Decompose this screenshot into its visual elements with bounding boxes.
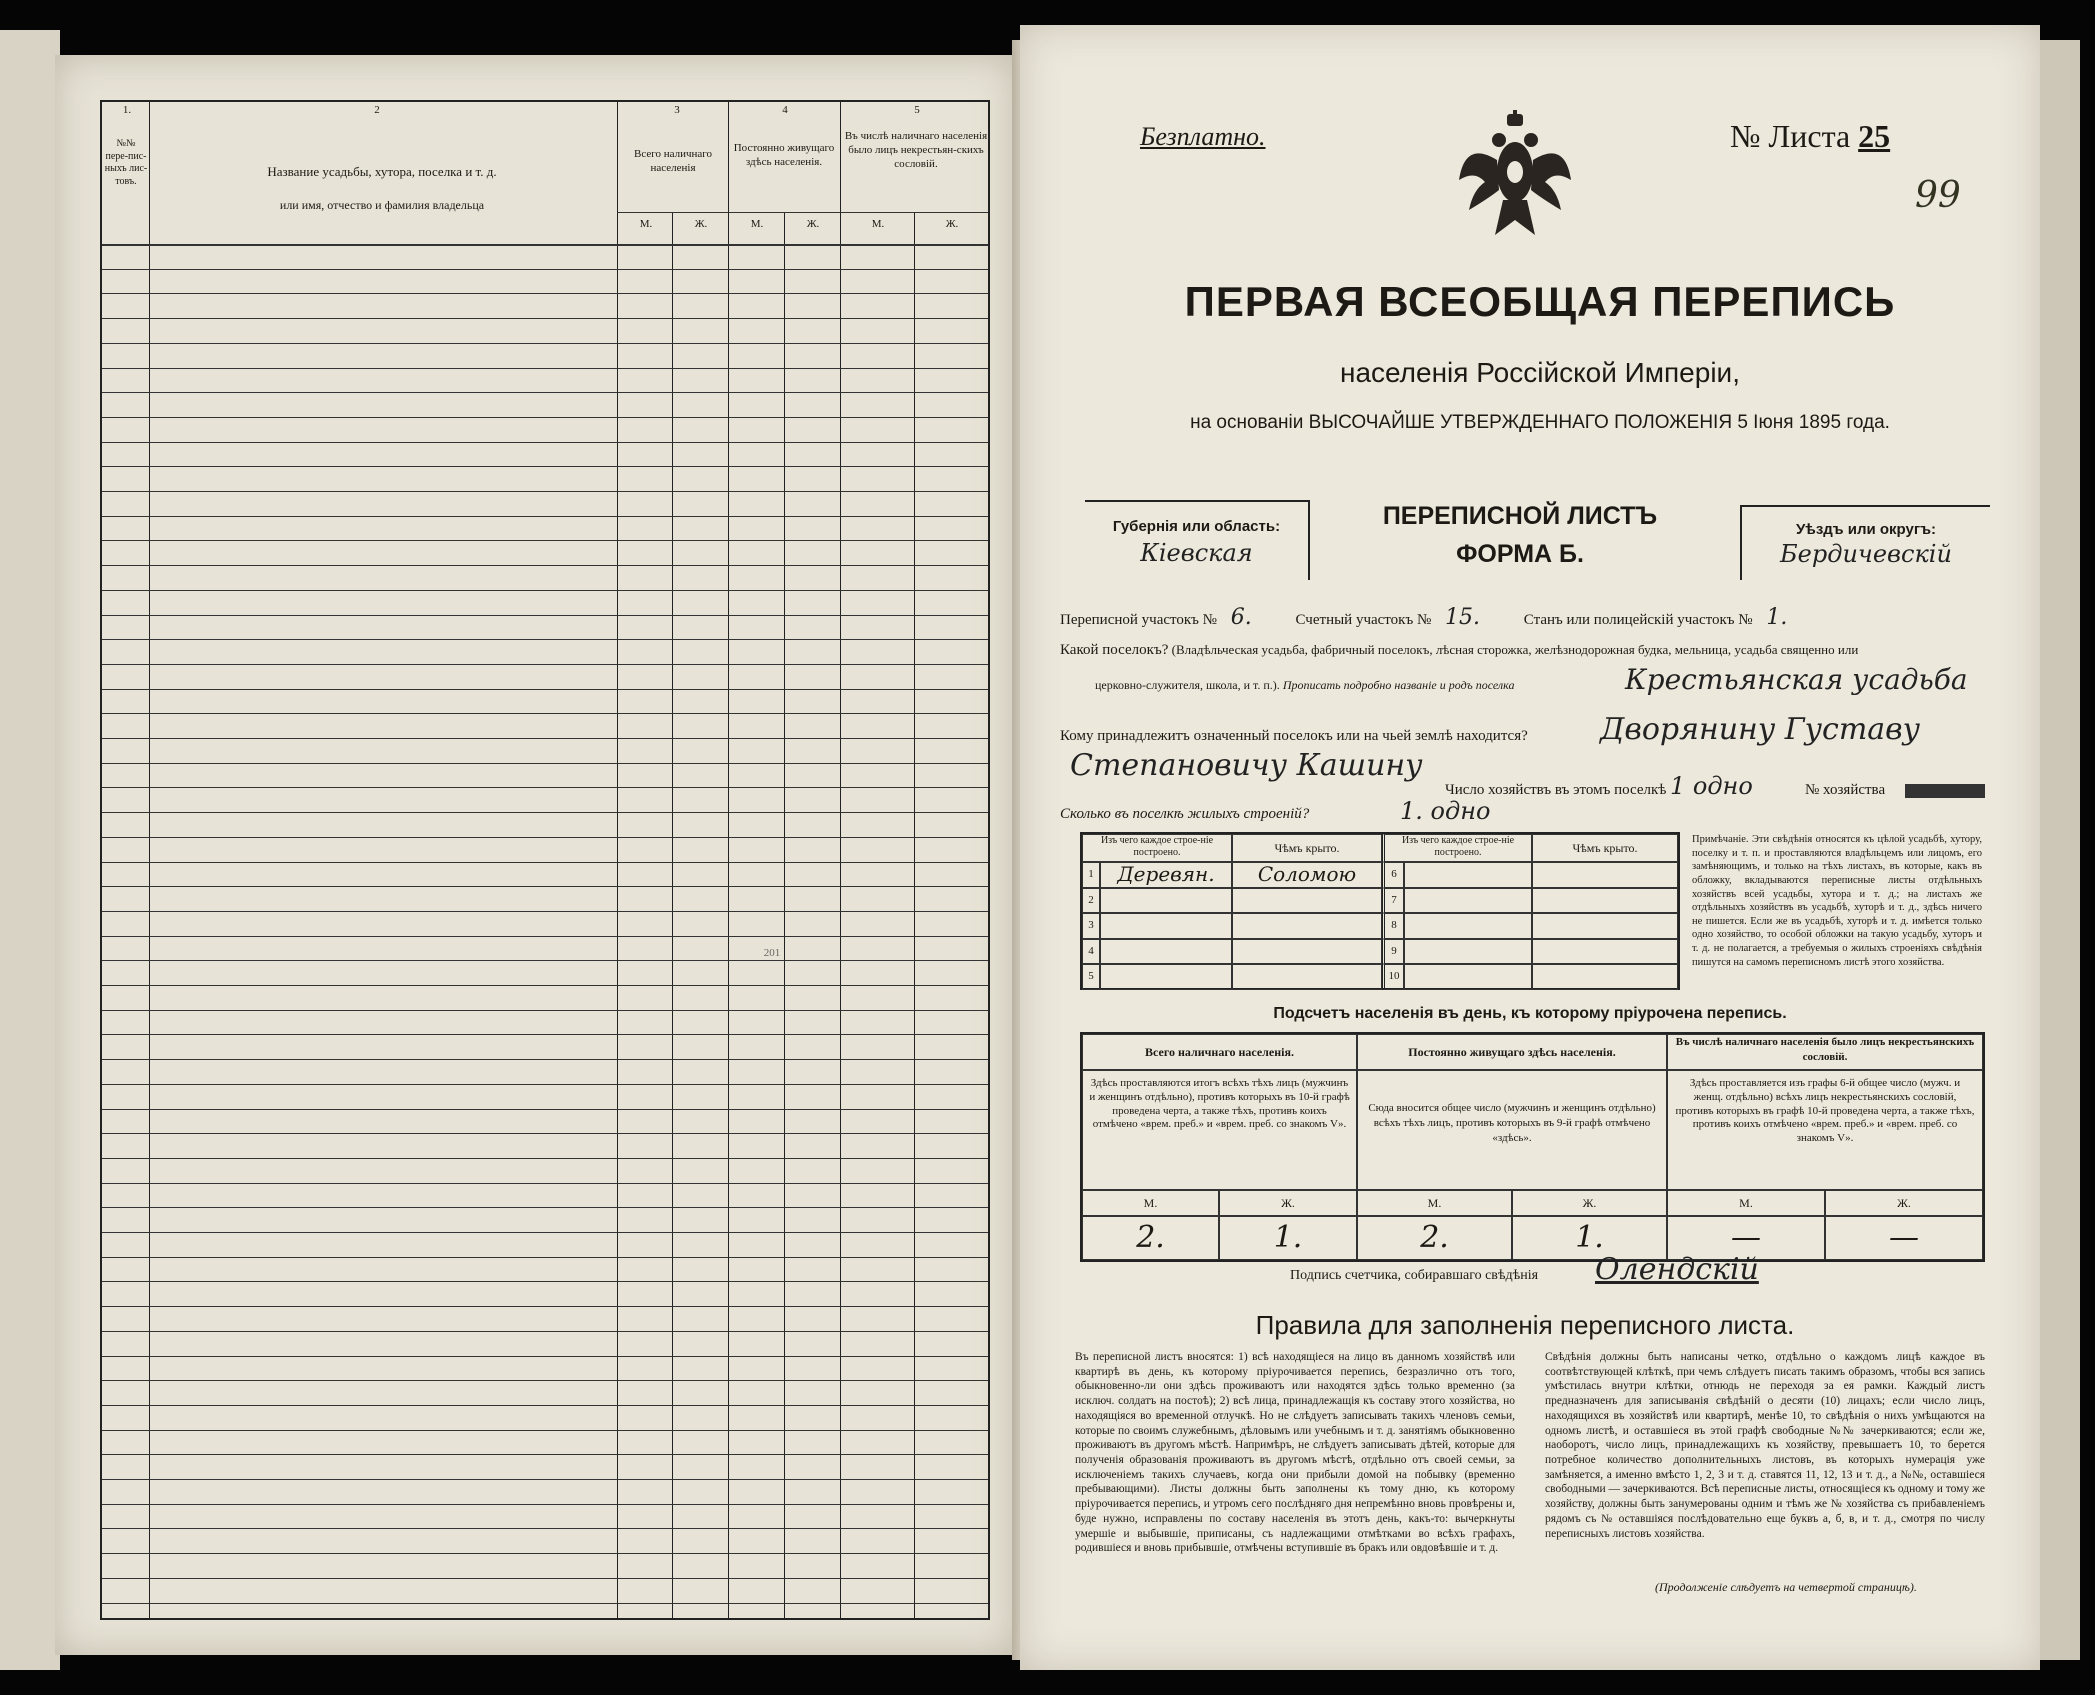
stan-value: 1. <box>1766 605 1788 630</box>
table-row <box>102 1603 988 1604</box>
sex-label-f: Ж. <box>694 218 708 230</box>
table-row <box>102 269 988 270</box>
bld-col-roof-header: Чѣмъ крыто. <box>1532 834 1678 862</box>
bld-material-value <box>1404 862 1532 888</box>
bld-row-number: 8 <box>1382 913 1404 939</box>
sex-label-m: М. <box>750 218 764 230</box>
free-label: Безплатно. <box>1140 122 1266 151</box>
imperial-eagle-icon <box>1455 110 1575 240</box>
bld-col-material-header: Изъ чего каждое строе-ніе построено. <box>1382 834 1532 862</box>
owner-value-1: Дворянину Густаву <box>1600 712 1921 747</box>
bld-roof-value <box>1532 862 1678 888</box>
bld-row-number: 5 <box>1082 964 1100 990</box>
bld-roof-value <box>1232 913 1382 939</box>
table-row <box>102 862 988 863</box>
count-value: 1. <box>1512 1216 1667 1260</box>
owner-label: Кому принадлежитъ означенный поселокъ или на чьей землѣ находится? <box>1060 728 1528 744</box>
header-divider <box>617 212 988 213</box>
census-district-value: 6. <box>1230 605 1252 630</box>
bld-roof-value <box>1232 939 1382 965</box>
signature-label: Подпись счетчика, собиравшаго свѣдѣнія <box>1290 1268 1539 1283</box>
buildings-label: Сколько въ поселкѣ жилыхъ строеній? <box>1060 806 1310 822</box>
bld-roof-value <box>1532 888 1678 914</box>
table-row <box>102 1578 988 1579</box>
bld-material-value <box>1100 939 1232 965</box>
buildings-note: Примѣчаніе. Эти свѣдѣнія относятся къ цѣлой усадьбѣ, хутору, поселку и т. п. и проставляются владѣльцемъ или лицомъ, его замѣняющимъ, и только на тѣхъ листахъ, въ которые, какъ въ обложку, вкладываются переписные листы отдѣльныхъ хозяйствъ всей усадьбы, хутора и т. д.; на листахъ же отдѣльныхъ хозяйствъ въ усадьбѣ, хуторѣ и т. д., здѣсь ничего не пишется. Если же въ усадьбѣ, хуторѣ и т. д. имѣется только одно хозяйство, то особой обложки на такую усадьбу, хуторъ и т. д. не полагается, а требуемыя о жилыхъ строеніяхъ свѣдѣнія пишутся на самомъ переписномъ листѣ этого хозяйства. <box>1692 834 1982 968</box>
table-row <box>102 1232 988 1233</box>
count-desc-nonpeasant: Здѣсь проставляется изъ графы 6-й общее число (мужч. и женщ. отдѣльно) всѣхъ лицъ некрестьянскихъ сословій, противъ которыхъ въ графѣ 10-й проведена черта, а также тѣхъ, противъ коихъ отмѣчено «врем. преб.» и «врем. преб. со знакомъ V». <box>1667 1070 1983 1190</box>
table-row <box>102 886 988 887</box>
rules-right-column: Свѣдѣнія должны быть написаны четко, отдѣльно о каждомъ лицѣ каждое въ соотвѣтствующей клѣткѣ, при чемъ слѣдуетъ писать такимъ образомъ, чтобы вся запись умѣстилась внутри клѣтки, отнюдь не переходя за ея рамки. Каждый листъ предназначенъ для записыванія свѣдѣній о десяти (10) лицахъ; если число лицъ, находящихся въ хозяйствѣ или квартирѣ, менѣе 10, то свѣдѣнія о нихъ умѣщаются на одномъ листѣ, и оставшіеся въ этой графѣ свободные №№ зачеркиваются; если же, наоборотъ, число лицъ, принадлежащихъ къ хозяйству, превышаетъ 10, то берется потребное количество дополнительныхъ листовъ, въ которыхъ нумерація уже замѣняется, а именно вмѣсто 1, 2, 3 и т. д. ставятся 11, 12, 13 и т. д., а №№, оставшіеся свободными — зачеркиваются. Всѣ переписные листы, относящіеся къ одному и тому же хозяйству, должны быть занумерованы одним и тѣмъ же № хозяйства съ прибавленіемъ рядомъ съ № оставшіяся послѣдовательно еще буквъ а, б, в, и т. д., смотря по числу переписныхъ листовъ хозяйства. <box>1545 1351 1985 1540</box>
table-row <box>102 763 988 764</box>
col-total-header: Всего наличнаго населенія <box>633 148 712 174</box>
col-name-header: Название усадьбы, хутора, поселка и т. д. <box>267 164 497 179</box>
page-subtitle: населенія Россійской Имперіи, <box>1340 357 1740 388</box>
table-row <box>102 1257 988 1258</box>
count-title: Подсчетъ населенія въ день, къ которому пріурочена перепись. <box>1273 1005 1787 1022</box>
table-row <box>102 713 988 714</box>
table-row <box>102 615 988 616</box>
count-value: 2. <box>1357 1216 1512 1260</box>
counting-district-value: 15. <box>1445 605 1481 630</box>
table-row <box>102 1553 988 1554</box>
column-number: 4 <box>782 104 788 116</box>
table-row <box>102 1430 988 1431</box>
bld-row-number: 6 <box>1382 862 1404 888</box>
column-number: 1. <box>122 104 132 116</box>
households-table <box>100 100 990 1620</box>
table-row <box>102 911 988 912</box>
col-permanent-header: Постоянно живущаго здѣсь населенія. <box>733 142 835 168</box>
sex-label-m: М. <box>1357 1190 1512 1216</box>
sex-label-m: М. <box>639 218 653 230</box>
count-value: 2. <box>1082 1216 1219 1260</box>
uezd-label: Уѣздъ или округъ: <box>1795 521 1937 538</box>
bld-roof-value <box>1532 913 1678 939</box>
table-row <box>102 565 988 566</box>
bld-row-number: 4 <box>1082 939 1100 965</box>
bld-material-value <box>1100 913 1232 939</box>
table-row <box>102 1158 988 1159</box>
table-column-divider <box>617 102 618 1618</box>
owner-value-2: Степановичу Кашину <box>1070 748 1423 783</box>
table-column-divider <box>672 212 673 1618</box>
column-number: 5 <box>914 104 920 116</box>
buildings-value: 1. одно <box>1400 797 1491 825</box>
sex-label-m: М. <box>871 218 885 230</box>
bld-material-value <box>1404 888 1532 914</box>
sheet-number-label: № Листа 25 <box>1730 118 1891 154</box>
guberniya-value: Кіевская <box>1140 539 1253 567</box>
book-right-edge <box>2040 40 2080 1660</box>
table-row <box>102 1010 988 1011</box>
table-row <box>102 639 988 640</box>
table-row <box>102 442 988 443</box>
count-header-total: Всего наличнаго населенія. <box>1082 1034 1357 1070</box>
bld-material-value <box>1404 913 1532 939</box>
header-bottom-rule <box>102 244 988 246</box>
page-title: ПЕРВАЯ ВСЕОБЩАЯ ПЕРЕПИСЬ <box>1184 278 1896 325</box>
table-row <box>102 1059 988 1060</box>
stray-mark: 201 <box>763 947 781 959</box>
table-row <box>102 540 988 541</box>
book-left-edge <box>0 30 60 1670</box>
table-row <box>102 1084 988 1085</box>
bld-roof-value <box>1232 964 1382 990</box>
table-row <box>102 738 988 739</box>
table-column-divider <box>914 212 915 1618</box>
uezd-value: Бердичевскій <box>1780 540 1952 568</box>
bld-row-number: 7 <box>1382 888 1404 914</box>
table-column-divider <box>784 212 785 1618</box>
table-row <box>102 960 988 961</box>
table-row <box>102 368 988 369</box>
col-sheet-no-header: №№ пере-пис-ныхъ лис-товъ. <box>104 138 148 187</box>
bld-row-number: 1 <box>1082 862 1100 888</box>
col-name-subheader: или имя, отчество и фамилия владельца <box>279 198 485 212</box>
sheet-number-handwritten: 99 <box>1915 175 1961 216</box>
table-row <box>102 343 988 344</box>
count-desc-total: Здѣсь проставляются итогъ всѣхъ тѣхъ лицъ (мужчинъ и женщинъ отдѣльно), противъ которыхъ въ 10-й графѣ проведена черта, а также тѣхъ, противъ коихъ отмѣчено «врем. преб.» и «врем. преб. со знакомъ V». <box>1082 1070 1357 1190</box>
bld-roof-value <box>1232 888 1382 914</box>
settlement-value: Крестьянская усадьба <box>1625 663 1968 696</box>
table-row <box>102 812 988 813</box>
bld-col-roof-header: Чѣмъ крыто. <box>1232 834 1382 862</box>
table-row <box>102 293 988 294</box>
household-no-label: № хозяйства <box>1805 782 1886 798</box>
bld-roof-value <box>1532 964 1678 990</box>
table-row <box>102 1479 988 1480</box>
bld-material-value <box>1404 964 1532 990</box>
count-desc-permanent: Сюда вносится общее число (мужчинъ и женщинъ отдѣльно) всѣхъ тѣхъ лицъ, противъ которыхъ въ 9-й графѣ отмѣчено «здѣсь». <box>1357 1070 1667 1190</box>
table-row <box>102 936 988 937</box>
uezd-box <box>1740 505 1990 580</box>
table-row <box>102 985 988 986</box>
table-row <box>102 1183 988 1184</box>
table-row <box>102 1034 988 1035</box>
table-column-divider <box>728 102 729 1618</box>
table-row <box>102 516 988 517</box>
col-nonpeasant-header: Въ числѣ наличнаго населенія было лицъ некрестьян-скихъ сословій. <box>844 130 988 170</box>
table-row <box>102 590 988 591</box>
table-row <box>102 1528 988 1529</box>
settlement-line-2: церковно-служителя, школа, и т. п.). Прописать подробно названіе и родъ поселка <box>1095 678 1515 692</box>
form-title: ПЕРЕПИСНОЙ ЛИСТЪ <box>1382 502 1658 530</box>
continued-note: (Продолженіе слѣдуетъ на четвертой страницѣ). <box>1655 1580 1917 1594</box>
bld-material-value <box>1404 939 1532 965</box>
bld-row-number: 9 <box>1382 939 1404 965</box>
column-number: 3 <box>674 104 680 116</box>
households-label: Число хозяйствъ въ этомъ поселкѣ <box>1445 782 1667 798</box>
buildings-table <box>1080 832 1680 990</box>
table-column-divider <box>149 102 150 1618</box>
table-row <box>102 1109 988 1110</box>
count-value: 1. <box>1219 1216 1357 1260</box>
sex-label-f: Ж. <box>806 218 820 230</box>
bld-col-material-header: Изъ чего каждое строе-ніе построено. <box>1082 834 1232 862</box>
bld-material-value <box>1100 888 1232 914</box>
population-count-table <box>1080 1032 1985 1262</box>
rules-left-column: Въ переписной листъ вносятся: 1) всѣ находящіеся на лицо въ данномъ хозяйствѣ или квартирѣ въ день, къ которому пріурочивается перепись, безразлично отъ того, обыкновенно-ли они здѣсь проживаютъ или находятся здѣсь только временно (за исключ. солдатъ на постоѣ); 2) всѣ лица, принадлежащія къ составу этого хозяйства, но находящіяся во временной отлучкѣ. Но не слѣдуетъ записывать такихъ членовъ семьи, которые по своимъ служебнымъ, дѣловымъ или учебнымъ и т. д. занятіямъ обыкновенно проживаютъ въ другомъ мѣстѣ. Напримѣръ, не слѣдуетъ записывать дѣтей, которые для полученія образованія проживаютъ въ другомъ мѣстѣ, отдѣльно отъ своей семьи, за исключеніемъ такихъ случаевъ, когда они прибыли домой на побывку (временно пребывающими). Листы должны быть заполнены къ тому дню, къ которому пріурочивается перепись, и утромъ сего послѣдняго дня непремѣнно вновь провѣрены и, буде нужно, исправлены по составу населенія въ этотъ день, какъ-то: вычеркнуты умершіе и выбывшіе, приписаны, съ надлежащими отмѣтками во всѣхъ графахъ, родившіеся и вновь прибывшіе, отмѣчены вступившіе въ бракъ или овдовѣвшіе и т. д. <box>1075 1351 1515 1555</box>
sex-label-m: М. <box>1667 1190 1825 1216</box>
signature-value: Олендскій <box>1595 1252 1759 1287</box>
table-row <box>102 1331 988 1332</box>
column-number: 2 <box>374 104 380 116</box>
settlement-line: Какой поселокъ? (Владѣльческая усадьба, фабричный поселокъ, лѣсная сторожка, желѣзнодорожная будка, мельница, усадьба священно или <box>1060 642 1859 658</box>
table-row <box>102 1405 988 1406</box>
bld-material-value <box>1100 964 1232 990</box>
sex-label-m: М. <box>1082 1190 1219 1216</box>
table-row <box>102 417 988 418</box>
table-row <box>102 1504 988 1505</box>
table-row <box>102 1207 988 1208</box>
table-row <box>102 689 988 690</box>
table-row <box>102 466 988 467</box>
household-no-redacted <box>1905 784 1985 798</box>
count-header-nonpeasant: Въ числѣ наличнаго населенія было лицъ некрестьянскихъ сословій. <box>1667 1034 1983 1070</box>
bld-roof-value <box>1532 939 1678 965</box>
bld-material-value: Деревян. <box>1100 862 1232 888</box>
table-row <box>102 1306 988 1307</box>
count-value: — <box>1825 1216 1983 1260</box>
table-row <box>102 664 988 665</box>
households-value: 1 одно <box>1670 772 1753 800</box>
form-subtitle: ФОРМА Б. <box>1456 540 1584 568</box>
table-row <box>102 1454 988 1455</box>
table-column-divider <box>840 102 841 1618</box>
rules-title: Правила для заполненія переписного листа. <box>1255 1310 1795 1340</box>
bld-row-number: 3 <box>1082 913 1100 939</box>
table-row <box>102 1281 988 1282</box>
table-row <box>102 1356 988 1357</box>
sex-label-f: Ж. <box>1512 1190 1667 1216</box>
legal-basis: на основаніи ВЫСОЧАЙШЕ УТВЕРЖДЕННАГО ПОЛОЖЕНІЯ 5 Іюня 1895 года. <box>1190 412 1890 433</box>
table-row <box>102 837 988 838</box>
table-row <box>102 491 988 492</box>
guberniya-box <box>1085 500 1310 580</box>
count-value: — <box>1667 1216 1825 1260</box>
district-line: Переписной участокъ № 6. Счетный участокъ № 15. Станъ или полицейскій участокъ № 1. <box>1060 605 1788 630</box>
bld-row-number: 10 <box>1382 964 1404 990</box>
table-row <box>102 787 988 788</box>
table-row <box>102 318 988 319</box>
bld-row-number: 2 <box>1082 888 1100 914</box>
bld-roof-value: Соломою <box>1232 862 1382 888</box>
sex-label-f: Ж. <box>945 218 959 230</box>
table-row <box>102 392 988 393</box>
table-row <box>102 1380 988 1381</box>
count-header-permanent: Постоянно живущаго здѣсь населенія. <box>1357 1034 1667 1070</box>
table-row <box>102 1133 988 1134</box>
sheet-number-value: 25 <box>1858 118 1891 154</box>
guberniya-label: Губернія или область: <box>1112 518 1281 535</box>
sex-label-f: Ж. <box>1825 1190 1983 1216</box>
sex-label-f: Ж. <box>1219 1190 1357 1216</box>
